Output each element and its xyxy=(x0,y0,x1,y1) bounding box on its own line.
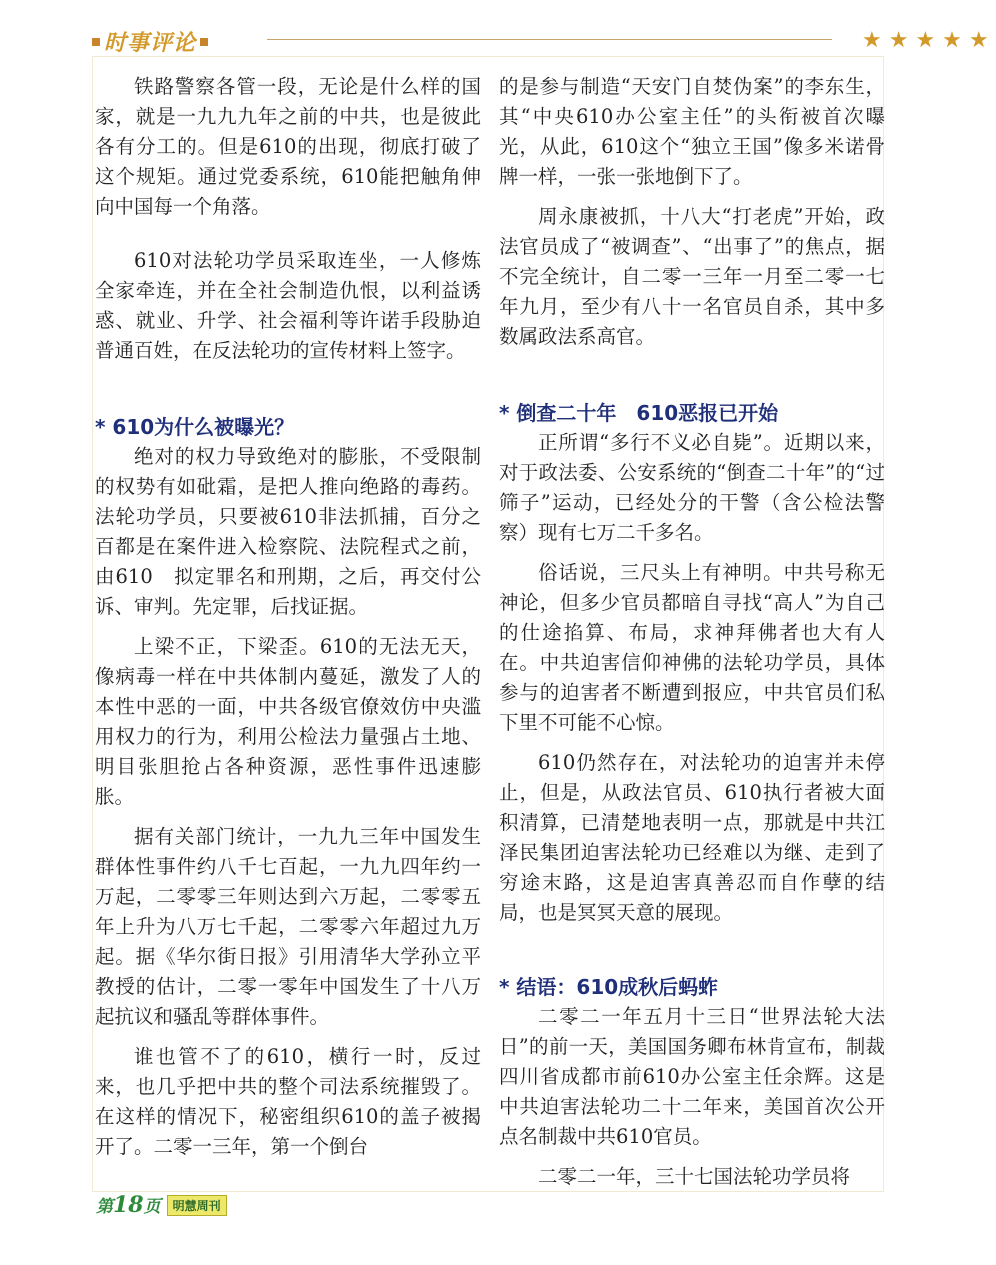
magazine-name: 明慧周刊 xyxy=(167,1195,227,1216)
section-title: 时事评论 xyxy=(104,31,197,56)
section-badge xyxy=(92,26,208,57)
paragraph: 绝对的权力导致绝对的膨胀，不受限制的权势有如砒霜，是把人推向绝路的毒药。法轮功学员，只要被610非法抓捕，百分之百都是在案件进入检察院、法院程式之前，由610 拟定罪名和刑期，之后，再交付公诉、审判。先定罪，后找证据。 xyxy=(95,445,481,618)
page-suffix: 页 xyxy=(143,1197,161,1217)
paragraph: 铁路警察各管一段，无论是什么样的国家，就是一九九九年之前的中共，也是彼此各有分工的。但是610的出现，彻底打破了这个规矩。通过党委系统，610能把触角伸向中国每一个角落。 xyxy=(95,75,481,218)
paragraph: 周永康被抓，十八大“打老虎”开始，政法官员成了“被调查”、“出事了”的焦点，据不完全统计，自二零一三年一月至二零一七年九月，至少有八十一名官员自杀，其中多数属政法系高官。 xyxy=(499,205,885,348)
paragraph: 谁也管不了的610，横行一时，反过来，也几乎把中共的整个司法系统摧毁了。在这样的情况下，秘密组织610的盖子被揭开了。二零一三年，第一个倒台 xyxy=(95,1045,481,1158)
header-rule xyxy=(267,39,832,40)
right-column xyxy=(499,72,885,1202)
paragraph: 上梁不正，下梁歪。610的无法无天，像病毒一样在中共体制内蔓延，激发了人的本性中恶的一面，中共各级官僚效仿中央滥用权力的行为，利用公检法力量强占土地、明目张胆抢占各种资源，恶性事件迅速膨胀。 xyxy=(95,635,481,808)
paragraph: 的是参与制造“天安门自焚伪案”的李东生，其“中央610办公室主任”的头衔被首次曝光，从此，610这个“独立王国”像多米诺骨牌一样，一张一张地倒下了。 xyxy=(499,75,885,188)
paragraph: 正所谓“多行不义必自毙”。近期以来，对于政法委、公安系统的“倒查二十年”的“过筛子”运动，已经处分的干警（含公检法警察）现有七万二千多名。 xyxy=(499,431,885,544)
section-heading: * 倒查二十年 610恶报已开始 xyxy=(499,401,779,425)
square-bullet-icon xyxy=(92,38,100,46)
page-number-label xyxy=(96,1192,161,1218)
star-decoration-icon: ★★★★★ xyxy=(862,28,996,53)
section-heading: * 610为什么被曝光？ xyxy=(95,415,295,439)
paragraph: 610仍然存在，对法轮功的迫害并未停止，但是，从政法官员、610执行者被大面积清算，已清楚地表明一点，那就是中共江泽民集团迫害法轮功已经难以为继、走到了穷途末路，这是迫害真善忍而自作孽的结局，也是冥冥天意的展现。 xyxy=(499,751,885,924)
page-number: 18 xyxy=(113,1192,144,1218)
paragraph: 据有关部门统计，一九九三年中国发生群体性事件约八千七百起，一九九四年约一万起，二零零三年则达到六万起，二零零五年上升为八万七千起，二零零六年超过九万起。据《华尔街日报》引用清华大学孙立平教授的估计，二零一零年中国发生了十八万起抗议和骚乱等群体事件。 xyxy=(95,825,481,1028)
square-bullet-icon xyxy=(200,38,208,46)
paragraph: 二零二一年五月十三日“世界法轮大法日”的前一天，美国国务卿布林肯宣布，制裁四川省成都市前610办公室主任余辉。这是中共迫害法轮功二十二年来，美国首次公开点名制裁中共610官员。 xyxy=(499,1005,885,1148)
paragraph: 610对法轮功学员采取连坐，一人修炼全家牵连，并在全社会制造仇恨，以利益诱惑、就业、升学、社会福利等许诺手段胁迫普通百姓，在反法轮功的宣传材料上签字。 xyxy=(95,249,481,362)
section-heading: * 结语：610成秋后蚂蚱 xyxy=(499,975,719,999)
page-prefix: 第 xyxy=(96,1197,113,1217)
page-footer xyxy=(96,1192,227,1218)
paragraph: 二零二一年，三十七国法轮功学员将 xyxy=(538,1165,851,1188)
paragraph: 俗话说，三尺头上有神明。中共号称无神论，但多少官员都暗自寻找“高人”为自己的仕途掐算、布局，求神拜佛者也大有人在。中共迫害信仰神佛的法轮功学员，具体参与的迫害者不断遭到报应，中共官员们私下里不可能不心惊。 xyxy=(499,561,885,734)
left-column xyxy=(95,72,481,1172)
